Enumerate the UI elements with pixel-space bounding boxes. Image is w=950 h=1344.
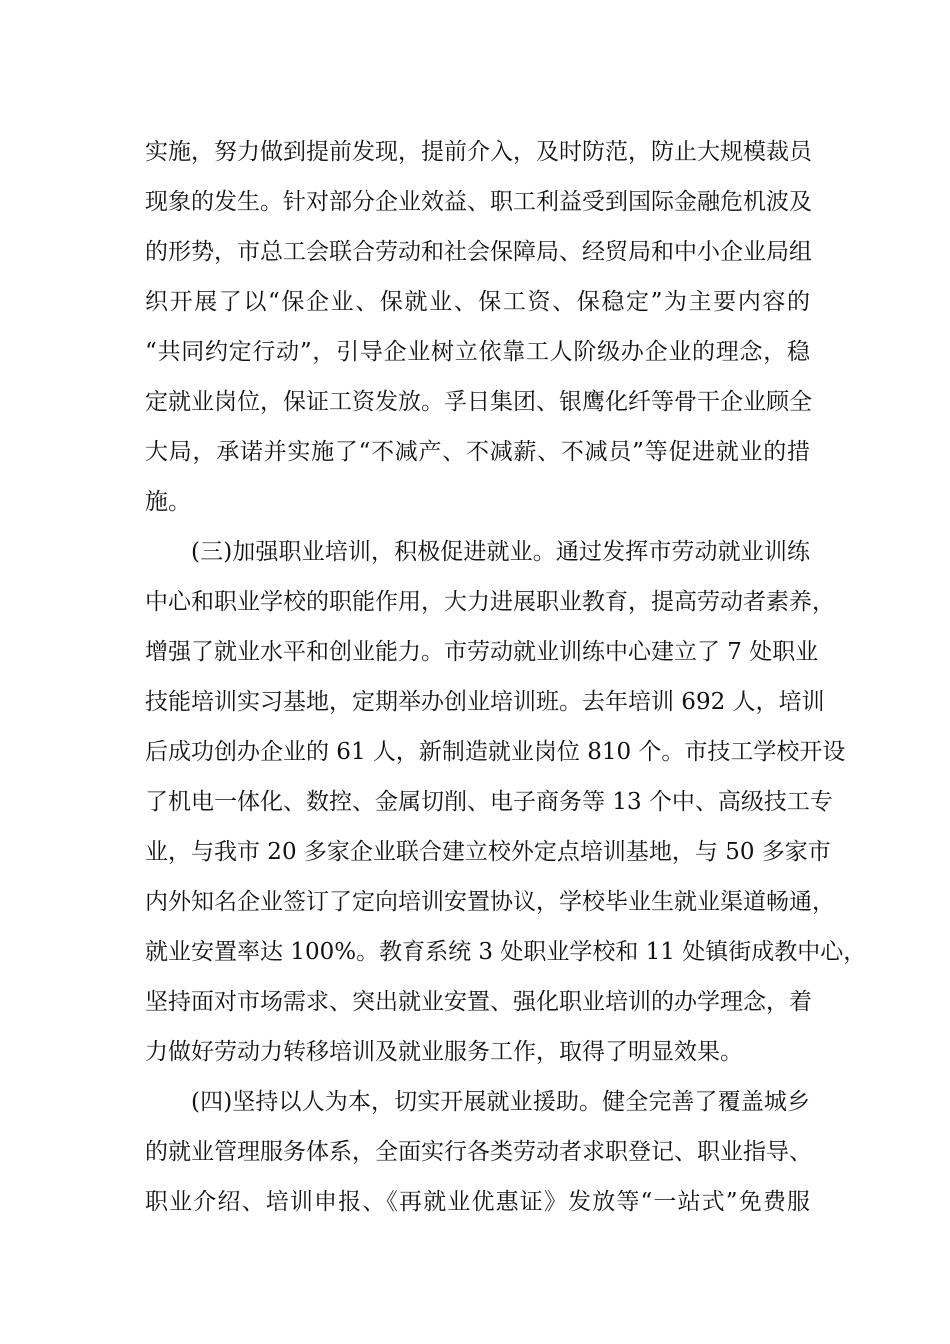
text-line: 的形势，市总工会联合劳动和社会保障局、经贸局和中小企业局组 bbox=[145, 239, 812, 265]
text-line: “共同约定行动”，引导企业树立依靠工人阶级办企业的理念，稳 bbox=[145, 339, 810, 365]
text-line: 了机电一体化、数控、金属切削、电子商务等 13 个中、高级技工专 bbox=[145, 789, 833, 815]
text-line: (三)加强职业培训，积极促进就业。通过发挥市劳动就业训练 bbox=[191, 539, 810, 565]
text-line: 技能培训实习基地，定期举办创业培训班。去年培训 692 人，培训 bbox=[145, 689, 825, 715]
text-line: 内外知名企业签订了定向培训安置协议，学校毕业生就业渠道畅通， bbox=[145, 889, 835, 915]
text-line: 增强了就业水平和创业能力。市劳动就业训练中心建立了 7 处职业 bbox=[145, 639, 819, 665]
text-line: 业，与我市 20 多家企业联合建立校外定点培训基地，与 50 多家市 bbox=[145, 839, 831, 865]
text-line: 中心和职业学校的职能作用，大力进展职业教育，提高劳动者素养， bbox=[145, 589, 835, 615]
text-line: 坚持面对市场需求、突出就业安置、强化职业培训的办学理念，着 bbox=[145, 989, 812, 1015]
text-line: 大局，承诺并实施了“不减产、不减薪、不减员”等促进就业的措 bbox=[145, 439, 810, 465]
text-line: 实施，努力做到提前发现，提前介入，及时防范，防止大规模裁员 bbox=[145, 139, 812, 165]
text-line: 织开展了以“保企业、保就业、保工资、保稳定”为主要内容的 bbox=[145, 289, 810, 315]
text-line: 定就业岗位，保证工资发放。孚日集团、银鹰化纤等骨干企业顾全 bbox=[145, 389, 812, 415]
text-line: 职业介绍、培训申报、《再就业优惠证》发放等“一站式”免费服 bbox=[145, 1189, 810, 1215]
text-line: 的就业管理服务体系，全面实行各类劳动者求职登记、职业指导、 bbox=[145, 1139, 812, 1165]
text-line: 后成功创办企业的 61 人，新制造就业岗位 810 个。市技工学校开设 bbox=[145, 739, 846, 765]
document-body bbox=[145, 127, 867, 1227]
text-line: 现象的发生。针对部分企业效益、职工利益受到国际金融危机波及 bbox=[145, 189, 812, 215]
text-line: 就业安置率达 100%。教育系统 3 处职业学校和 11 处镇街成教中心， bbox=[145, 939, 867, 965]
text-line: 施。 bbox=[145, 489, 191, 515]
text-line: (四)坚持以人为本，切实开展就业援助。健全完善了覆盖城乡 bbox=[191, 1089, 810, 1115]
text-line: 力做好劳动力转移培训及就业服务工作，取得了明显效果。 bbox=[145, 1039, 743, 1065]
